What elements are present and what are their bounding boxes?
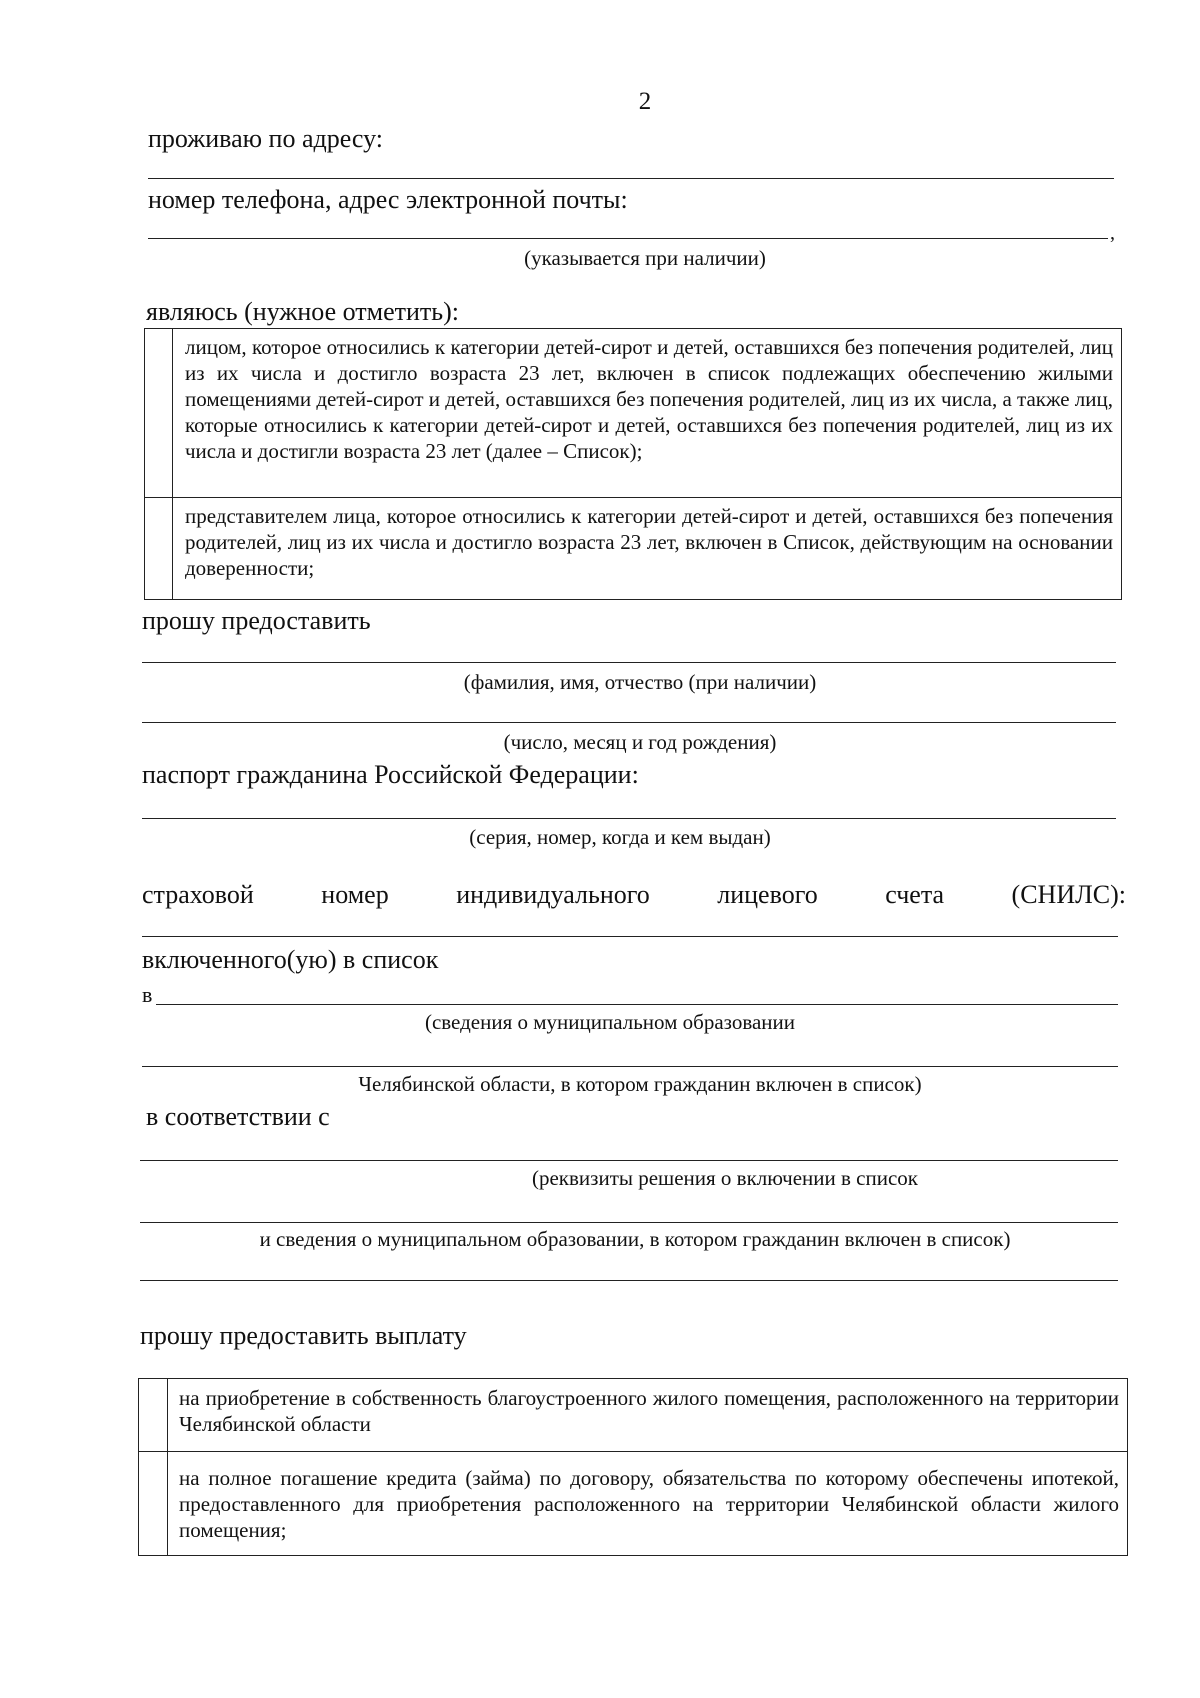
- status-label: являюсь (нужное отметить):: [146, 297, 460, 326]
- snils-line[interactable]: [142, 936, 1118, 937]
- decision-line-1[interactable]: [140, 1160, 1118, 1161]
- page-number: 2: [638, 88, 652, 115]
- payment-options-divider: [139, 1451, 1127, 1452]
- status-options-divider: [145, 497, 1121, 498]
- decision-line-2[interactable]: [140, 1222, 1118, 1223]
- passport-caption: (серия, номер, когда и кем выдан): [469, 825, 771, 849]
- passport-label: паспорт гражданина Российской Федерации:: [142, 760, 639, 789]
- contact-label: номер телефона, адрес электронной почты:: [148, 185, 628, 214]
- snils-word-3: индивидуального: [456, 880, 650, 909]
- snils-word-1: страховой: [142, 880, 254, 909]
- snils-word-6: (СНИЛС):: [1011, 880, 1126, 909]
- payment-option-2-text: на полное погашение кредита (займа) по договору, обязательства по которому обеспечены ипотекой, предоставленного для приобретения расположенного на территории Челябинской области жилого помещения;: [179, 1466, 1119, 1542]
- payment-label: прошу предоставить выплату: [140, 1321, 467, 1350]
- municipal-line-2[interactable]: [142, 1066, 1118, 1067]
- passport-line[interactable]: [142, 818, 1116, 819]
- snils-word-2: номер: [321, 880, 389, 909]
- included-label: включенного(ую) в список: [142, 945, 439, 974]
- decision-caption-2: и сведения о муниципальном образовании, в котором гражданин включен в список): [259, 1227, 1011, 1251]
- fio-caption: (фамилия, имя, отчество (при наличии): [463, 670, 817, 694]
- birth-line[interactable]: [142, 722, 1116, 723]
- status-option-1-checkbox[interactable]: [145, 329, 173, 599]
- contact-trailing-comma: ,: [1110, 222, 1115, 244]
- address-label: проживаю по адресу:: [148, 124, 383, 153]
- status-option-1-text: лицом, которое относились к категории детей-сирот и детей, оставшихся без попечения родителей, лиц из их числа и достигло возраста 23 лет, включен в список подлежащих обеспечению жилыми помещениями детей-сирот и детей, оставшихся без попечения родителей, лиц из их числа, а также лиц, которые относились к категории детей-сирот и детей, оставшихся без попечения родителей, лиц из их числа и достигли возраста 23 лет (далее – Список);: [185, 335, 1113, 463]
- birth-caption: (число, месяц и год рождения): [503, 730, 777, 754]
- snils-word-5: счета: [885, 880, 945, 909]
- municipal-caption-2: Челябинской области, в котором гражданин включен в список): [358, 1072, 922, 1096]
- decision-line-3[interactable]: [140, 1280, 1118, 1281]
- payment-option-1-checkbox[interactable]: [139, 1379, 168, 1555]
- accordance-label: в соответствии с: [146, 1102, 330, 1131]
- in-prefix: в: [142, 982, 153, 1007]
- municipal-line-1[interactable]: [156, 1004, 1118, 1005]
- address-line[interactable]: [148, 178, 1114, 179]
- payment-options-box: [138, 1378, 1128, 1556]
- decision-caption: (реквизиты решения о включении в список: [531, 1166, 918, 1190]
- status-option-2-text: представителем лица, которое относились к категории детей-сирот и детей, оставшихся без попечения родителей, лиц из их числа и достигло возраста 23 лет, включен в Список, действующим на основании доверенности;: [185, 504, 1113, 580]
- snils-label: [142, 880, 1126, 910]
- status-options-box: [144, 328, 1122, 600]
- municipal-caption-1: (сведения о муниципальном образовании: [424, 1010, 796, 1034]
- contact-caption: (указывается при наличии): [524, 246, 766, 270]
- payment-option-1-text: на приобретение в собственность благоустроенного жилого помещения, расположенного на территории Челябинской области: [179, 1386, 1119, 1436]
- contact-line[interactable]: [148, 238, 1108, 239]
- snils-word-4: лицевого: [717, 880, 818, 909]
- fio-line[interactable]: [142, 662, 1116, 663]
- request-label: прошу предоставить: [142, 606, 371, 635]
